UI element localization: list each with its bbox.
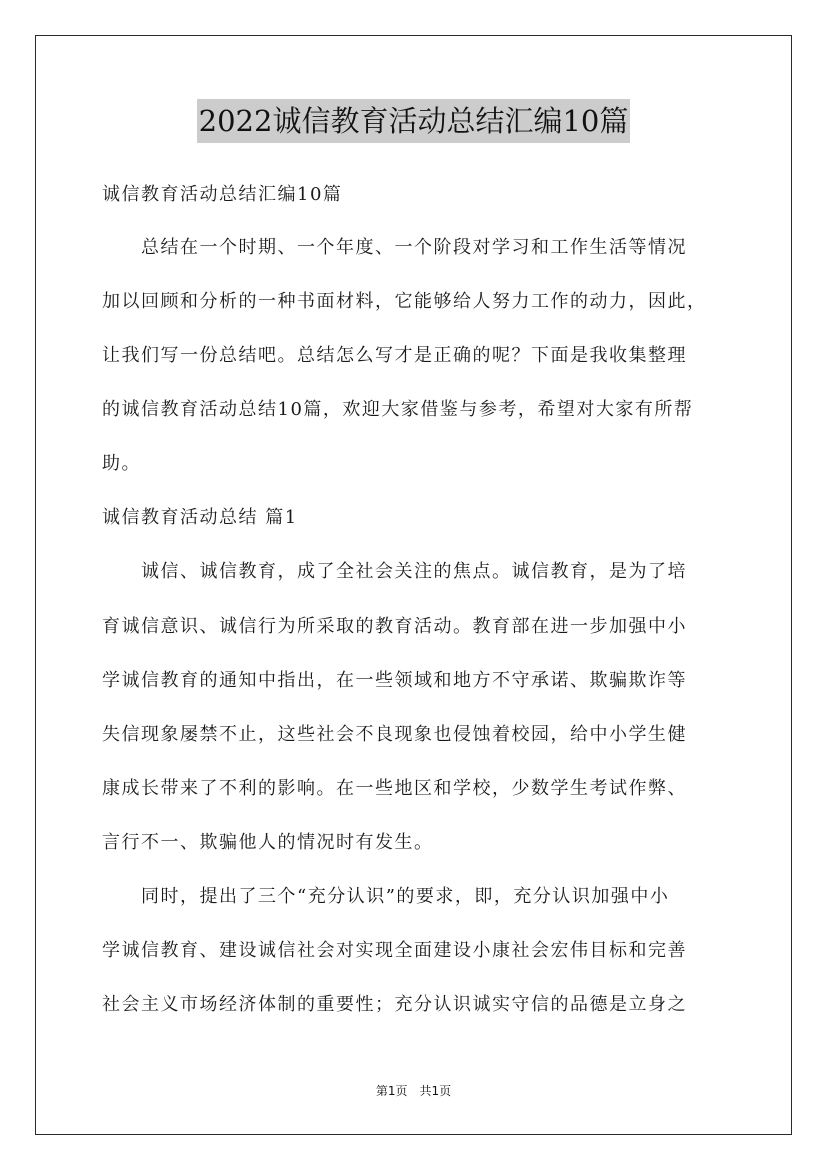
title-container	[0, 99, 827, 143]
body-line-9: 社会主义市场经济体制的重要性；充分认识诚实守信的品德是立身之	[102, 994, 687, 1015]
body-line-6: 言行不一、欺骗他人的情况时有发生。	[102, 832, 434, 853]
intro-line-5: 助。	[102, 453, 141, 474]
document-title: 2022诚信教育活动总结汇编10篇	[197, 99, 631, 143]
body-line-8: 学诚信教育、建设诚信社会对实现全面建设小康社会宏伟目标和完善	[102, 940, 687, 961]
body-line-5: 康成长带来了不利的影响。在一些地区和学校，少数学生考试作弊、	[102, 778, 687, 799]
intro-line-4: 的诚信教育活动总结10篇，欢迎大家借鉴与参考，希望对大家有所帮	[102, 399, 694, 420]
body-line-2: 育诚信意识、诚信行为所采取的教育活动。教育部在进一步加强中小	[102, 616, 687, 637]
section-heading-1: 诚信教育活动总结 篇1	[102, 507, 298, 528]
subtitle-line: 诚信教育活动总结汇编10篇	[102, 184, 343, 205]
body-line-4: 失信现象屡禁不止，这些社会不良现象也侵蚀着校园，给中小学生健	[102, 724, 687, 745]
intro-line-1: 总结在一个时期、一个年度、一个阶段对学习和工作生活等情况	[102, 237, 687, 258]
intro-line-3: 让我们写一份总结吧。总结怎么写才是正确的呢？下面是我收集整理	[102, 345, 687, 366]
intro-line-2: 加以回顾和分析的一种书面材料，它能够给人努力工作的动力，因此，	[102, 291, 707, 312]
page-footer: 第1页 共1页	[375, 1084, 452, 1098]
body-line-3: 学诚信教育的通知中指出，在一些领域和地方不守承诺、欺骗欺诈等	[102, 670, 687, 691]
body-line-7: 同时，提出了三个“充分认识”的要求，即，充分认识加强中小	[102, 886, 670, 907]
body-line-1: 诚信、诚信教育，成了全社会关注的焦点。诚信教育，是为了培	[102, 561, 687, 582]
